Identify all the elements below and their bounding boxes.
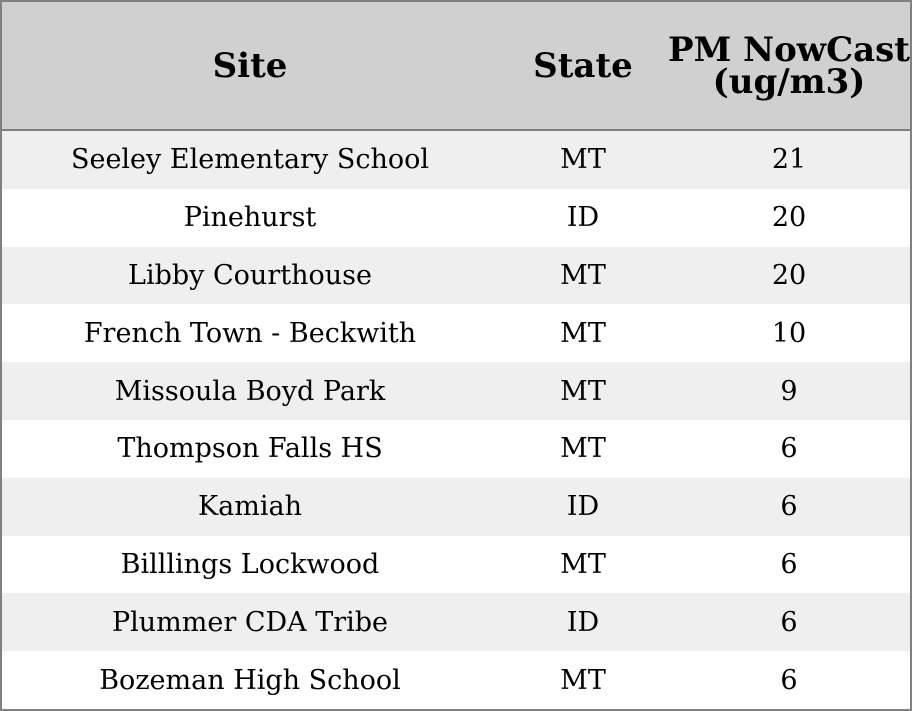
cell-site: Bozeman High School: [99, 664, 401, 696]
column-header-site: Site: [212, 45, 288, 86]
cell-site: Plummer CDA Tribe: [111, 606, 389, 638]
cell-state: ID: [566, 202, 600, 234]
cell-pm-nowcast: 6: [780, 606, 798, 638]
cell-pm-nowcast: 10: [771, 317, 807, 349]
cell-site: Thompson Falls HS: [117, 433, 383, 465]
cell-state: MT: [560, 375, 606, 407]
table-body: [2, 131, 910, 709]
cell-state: ID: [566, 606, 600, 638]
table-row: [2, 247, 910, 305]
cell-pm-nowcast: 20: [771, 259, 807, 291]
cell-pm-nowcast: 21: [771, 144, 807, 176]
table-row: [2, 478, 910, 536]
cell-site: Libby Courthouse: [128, 259, 372, 291]
cell-pm-nowcast: 6: [780, 433, 798, 465]
cell-state: MT: [560, 664, 606, 696]
cell-pm-nowcast: 6: [780, 664, 798, 696]
column-header-pm-nowcast: PM NowCast (ug/m3): [668, 29, 911, 102]
table-row: [2, 536, 910, 594]
cell-site: Kamiah: [198, 491, 302, 523]
cell-site: Pinehurst: [183, 202, 317, 234]
table-header-row: [2, 2, 910, 131]
cell-state: MT: [560, 548, 606, 580]
cell-pm-nowcast: 6: [780, 491, 798, 523]
table-row: [2, 131, 910, 189]
cell-pm-nowcast: 6: [780, 548, 798, 580]
table-row: [2, 189, 910, 247]
table-row: [2, 420, 910, 478]
cell-pm-nowcast: 9: [780, 375, 798, 407]
table-row: [2, 304, 910, 362]
cell-state: ID: [566, 491, 600, 523]
cell-site: French Town - Beckwith: [83, 317, 417, 349]
cell-site: Seeley Elementary School: [70, 144, 430, 176]
table-row: [2, 362, 910, 420]
table-row: [2, 593, 910, 651]
cell-state: MT: [560, 144, 606, 176]
cell-site: Missoula Boyd Park: [114, 375, 386, 407]
cell-state: MT: [560, 259, 606, 291]
table-row: [2, 651, 910, 709]
cell-state: MT: [560, 433, 606, 465]
cell-pm-nowcast: 20: [771, 202, 807, 234]
cell-site: Billlings Lockwood: [120, 548, 380, 580]
column-header-state: State: [533, 45, 633, 86]
cell-state: MT: [560, 317, 606, 349]
